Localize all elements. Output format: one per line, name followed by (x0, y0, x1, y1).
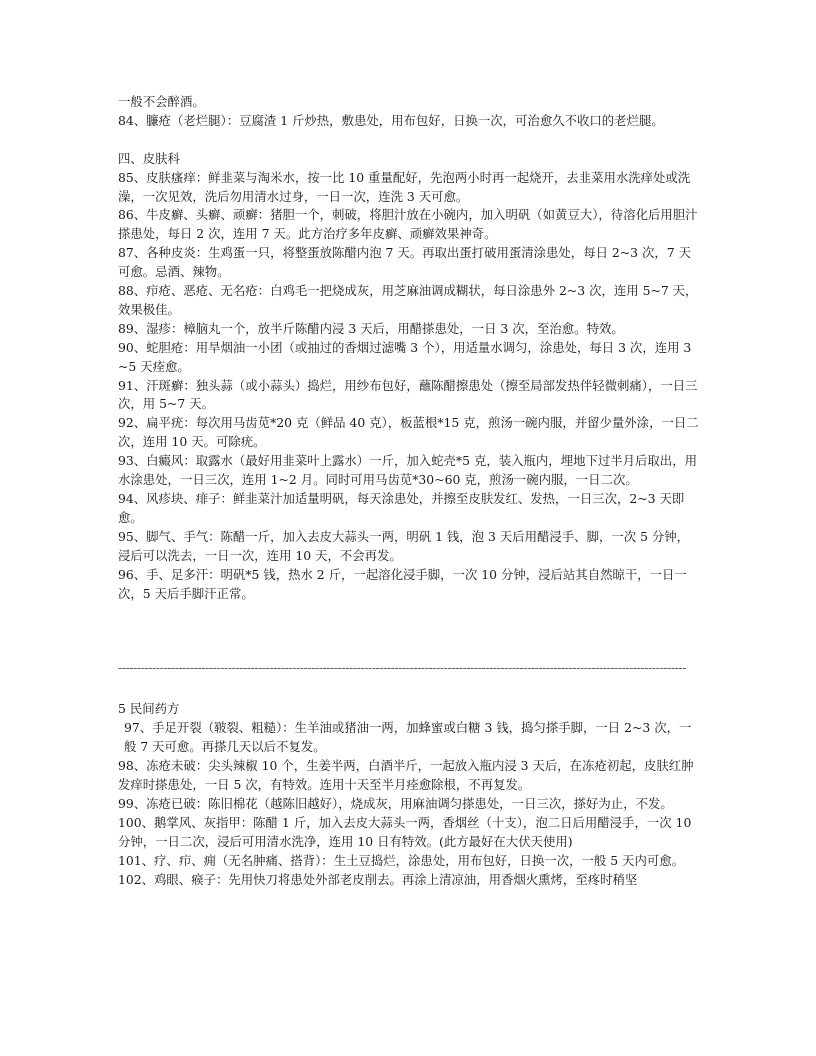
spacer (118, 131, 700, 150)
remedy-95: 95、脚气、手气：陈醋一斤，加入去皮大蒜头一两，明矾 1 钱，泡 3 天后用醋浸手、脚，一次 5 分钟，浸后可以洗去，一日一次，连用 10 天，不会再发。 (118, 528, 690, 563)
remedy-86: 86、牛皮癣、头癣、顽癣：猪胆一个，刺破，将胆汁放在小碗内，加入明矾（如黄豆大），待溶化后用胆汁搽患处，每日 2 次，连用 7 天。此方治疗多年皮癣、顽癣效果神奇。 (118, 207, 698, 242)
remedy-101: 101、疗、疖、痈（无名肿痛、搭背）：生土豆捣烂，涂患处，用布包好，日换一次，一般 5 天内可愈。 (118, 852, 685, 868)
document-page (118, 93, 700, 889)
intro-line: 一般不会醉酒。 (118, 94, 205, 109)
remedy-84: 84、臁疮（老烂腿）：豆腐渣 1 斤炒热，敷患处，用布包好，日换一次，可治愈久不收口的老烂腿。 (118, 112, 664, 128)
remedy-98: 98、冻疮未破：尖头辣椒 10 个，生姜半两，白酒半斤，一起放入瓶内浸 3 天后，在冻疮初起，皮肤红肿发痒时搽患处，一日 5 次，有特效。连用十天至半月痊愈除根，不再复发。 (118, 758, 694, 792)
remedy-102: 102、鸡眼、瘊子：先用快刀将患处外部老皮削去。再涂上清凉油，用香烟火熏烤，至疼时稍坚 (118, 871, 638, 887)
remedy-92: 92、扁平疣：每次用马齿苋*20 克（鲜品 40 克），板蓝根*15 克，煎汤一碗内服，并留少量外涂，一日二次，连用 10 天。可除疣。 (118, 415, 699, 450)
remedy-90: 90、蛇胆疮：用旱烟油一小团（或抽过的香烟过滤嘴 3 个），用适量水调匀，涂患处，每日 3 次，连用 3~5 天痊愈。 (118, 339, 692, 374)
remedy-87: 87、各种皮炎：生鸡蛋一只，将整蛋放陈醋内泡 7 天。再取出蛋打破用蛋清涂患处，每日 2~3 次，7 天可愈。忌酒、辣物。 (118, 245, 691, 280)
remedy-97: 97、手足开裂（皲裂、粗糙）：生羊油或猪油一两，加蜂蜜或白糖 3 钱，捣匀搽手脚，一日 2~3 次，一般 7 天可愈。再搽几天以后不复发。 (124, 720, 692, 755)
spacer (118, 603, 700, 659)
remedy-99: 99、冻疮已破：陈旧棉花（越陈旧越好），烧成灰，用麻油调匀搽患处，一日三次，搽好为止，不发。 (118, 795, 673, 811)
section-title-folk-remedies: 5 民间药方 (118, 701, 180, 717)
remedy-88: 88、疖疮、恶疮、无名疮：白鸡毛一把烧成灰，用芝麻油调成糊状，每日涂患外 2~3 次，连用 5~7 天，效果极佳。 (118, 283, 698, 317)
remedy-96: 96、手、足多汗：明矾*5 钱，热水 2 斤，一起溶化浸手脚，一次 10 分钟，浸后站其自然晾干，一日一次，5 天后手脚汗正常。 (118, 566, 687, 601)
dashed-divider: ------------------------------------------------------------------------------------------------------------------------------------------------------ (118, 660, 687, 676)
remedy-91: 91、汗斑癣：独头蒜（或小蒜头）捣烂，用纱布包好，蘸陈醋擦患处（擦至局部发热伴轻微刺痛），一日三次，用 5~7 天。 (118, 377, 698, 412)
remedy-85: 85、皮肤瘙痒：鲜韭菜与淘米水，按一比 10 重量配好，先泡两小时再一起烧开，去韭菜用水洗痒处或洗澡，一次见效，洗后勿用清水过身，一日一次，连洗 3 天可愈。 (118, 169, 691, 204)
remedy-100: 100、鹅掌风、灰指甲：陈醋 1 斤，加入去皮大蒜头一两，香烟丝（十支），泡二日后用醋浸手，一次 10 分钟，一日二次，浸后可用清水洗净，连用 10 日有特效。(此方最好在大伏天使用) (118, 814, 692, 849)
spacer (118, 678, 700, 700)
section-title-dermatology: 四、皮肤科 (118, 150, 180, 166)
remedy-94: 94、风疹块、痱子：鲜韭菜汁加适量明矾，每天涂患处，并擦至皮肤发红、发热，一日三次，2~3 天即愈。 (118, 491, 685, 525)
remedy-89: 89、湿疹：樟脑丸一个，放半斤陈醋内浸 3 天后，用醋搽患处，一日 3 次，至治愈。特效。 (118, 320, 624, 336)
remedy-93: 93、白癜风：取露水（最好用韭菜叶上露水）一斤，加入蛇壳*5 克，装入瓶内，埋地下过半月后取出，用水涂患处，一日三次，连用 1~2 月。同时可用马齿苋*30~60 克，煎汤一碗内服，一日二次。 (118, 453, 697, 488)
